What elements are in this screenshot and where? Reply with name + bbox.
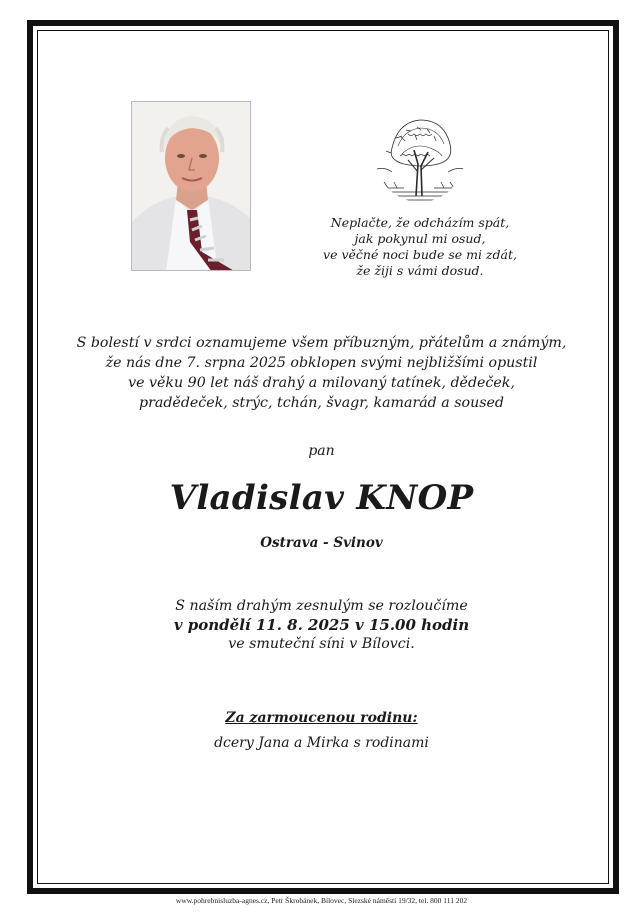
funeral-location: ve smuteční síni v Bílovci. — [228, 636, 415, 652]
mourners-names: dcery Jana a Mirka s rodinami — [214, 735, 429, 751]
death-announcement-text — [60, 333, 583, 413]
portrait-drawing — [132, 102, 251, 271]
poem-line: ve věčné noci bude se mi zdát, — [323, 247, 517, 262]
announcement-line: že nás dne 7. srpna 2025 obklopen svými nejbližšími opustil — [105, 355, 538, 371]
deceased-portrait-photo — [131, 101, 251, 271]
title-prefix: pan — [308, 443, 335, 459]
funeral-details — [60, 597, 583, 654]
announcement-line: pradědeček, strýc, tchán, švagr, kamarád a soused — [139, 395, 504, 411]
farewell-poem — [300, 215, 540, 279]
poem-line: že žiji s vámi dosud. — [356, 263, 484, 278]
funeral-intro: S naším drahým zesnulým se rozloučíme — [175, 598, 468, 614]
funeral-date-time: v pondělí 11. 8. 2025 v 15.00 hodin — [173, 616, 470, 634]
mourners-heading: Za zarmoucenou rodinu: — [225, 710, 418, 726]
deceased-name: Vladislav KNOP — [169, 478, 474, 518]
tree-drawing — [374, 108, 466, 204]
announcement-line: ve věku 90 let náš drahý a milovaný tatínek, dědeček, — [128, 375, 515, 391]
poem-line: jak pokynul mi osud, — [354, 231, 486, 246]
tree-illustration — [374, 108, 466, 204]
funeral-service-footer: www.pohrebnisluzba-agnes.cz, Petr Škrobánek, Bílovec, Slezské náměstí 19/32, tel. 800 111 202 — [175, 896, 468, 905]
deceased-place: Ostrava - Svinov — [260, 535, 383, 551]
announcement-line: S bolestí v srdci oznamujeme všem příbuzným, přátelům a známým, — [76, 335, 567, 351]
poem-line: Neplačte, že odcházím spát, — [330, 215, 510, 230]
